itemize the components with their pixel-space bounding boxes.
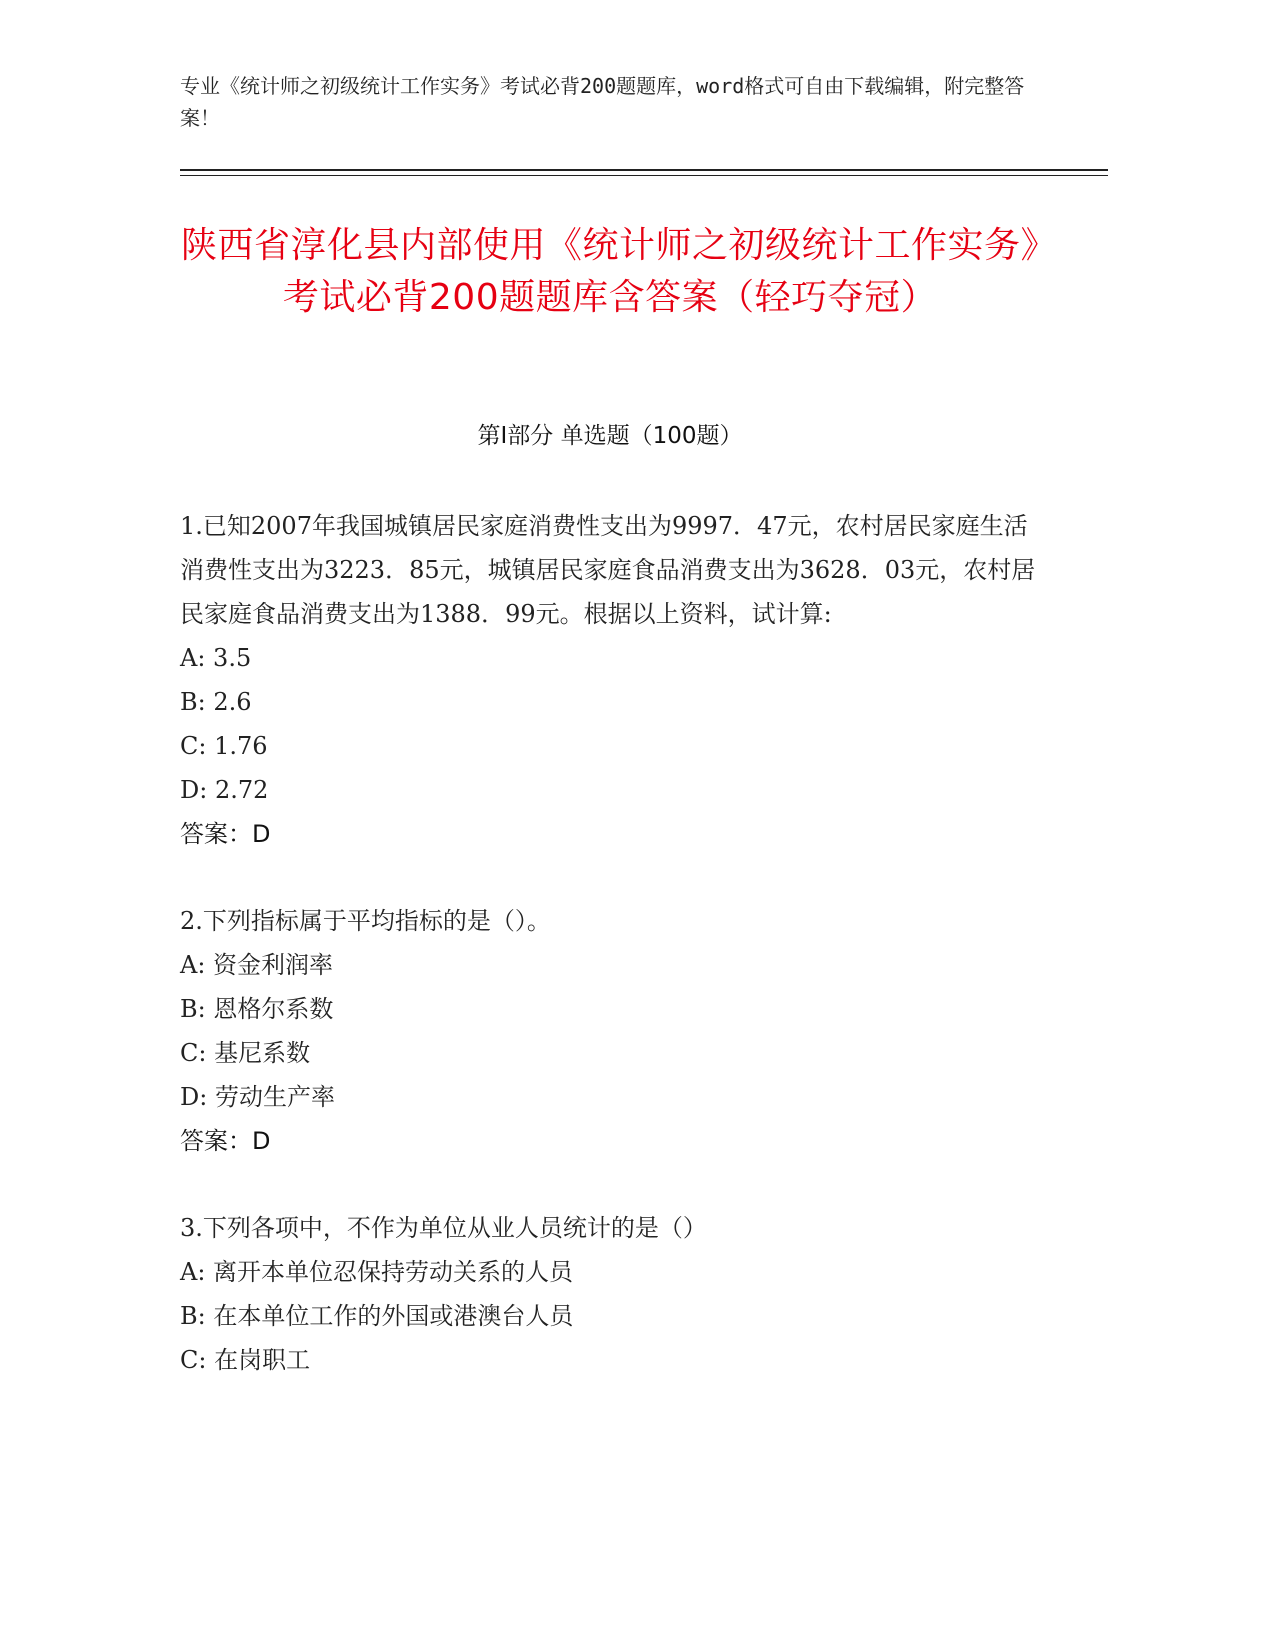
- question-stem: 2.下列指标属于平均指标的是（）。: [180, 907, 551, 935]
- option-c: C: 1.76: [180, 732, 268, 760]
- document-title: 陕西省淳化县内部使用《统计师之初级统计工作实务》考试必背200题题库含答案（轻巧夺冠）: [180, 225, 1039, 318]
- header-divider-thick: [180, 169, 1108, 171]
- option-b: B: 2.6: [180, 688, 252, 716]
- option-a: A: 3.5: [180, 644, 252, 672]
- header-note: 专业《统计师之初级统计工作实务》考试必背200题题库，word格式可自由下载编辑，附完整答案！: [180, 74, 1025, 130]
- option-b: B: 在本单位工作的外国或港澳台人员: [180, 1302, 574, 1330]
- question-2: [180, 899, 1040, 1163]
- option-c: C: 在岗职工: [180, 1346, 311, 1374]
- question-stem: 1.已知2007年我国城镇居民家庭消费性支出为9997．47元，农村居民家庭生活消费性支出为3223．85元，城镇居民家庭食品消费支出为3628．03元，农村居民家庭食品消费支出为1388．99元。根据以上资料，试计算:: [180, 512, 1036, 628]
- question-stem: 3.下列各项中，不作为单位从业人员统计的是（）: [180, 1214, 707, 1242]
- question-list: [180, 504, 1040, 1425]
- answer: 答案：D: [180, 1127, 271, 1155]
- option-b: B: 恩格尔系数: [180, 995, 334, 1023]
- question-1: [180, 504, 1040, 856]
- question-3: [180, 1206, 1040, 1382]
- answer: 答案：D: [180, 820, 271, 848]
- option-a: A: 离开本单位忍保持劳动关系的人员: [180, 1258, 574, 1286]
- option-d: D: 2.72: [180, 776, 269, 804]
- header-divider-thin: [180, 175, 1108, 176]
- option-d: D: 劳动生产率: [180, 1083, 335, 1111]
- option-c: C: 基尼系数: [180, 1039, 311, 1067]
- option-a: A: 资金利润率: [180, 951, 334, 979]
- section-heading: 第Ⅰ部分 单选题（100题）: [477, 423, 743, 449]
